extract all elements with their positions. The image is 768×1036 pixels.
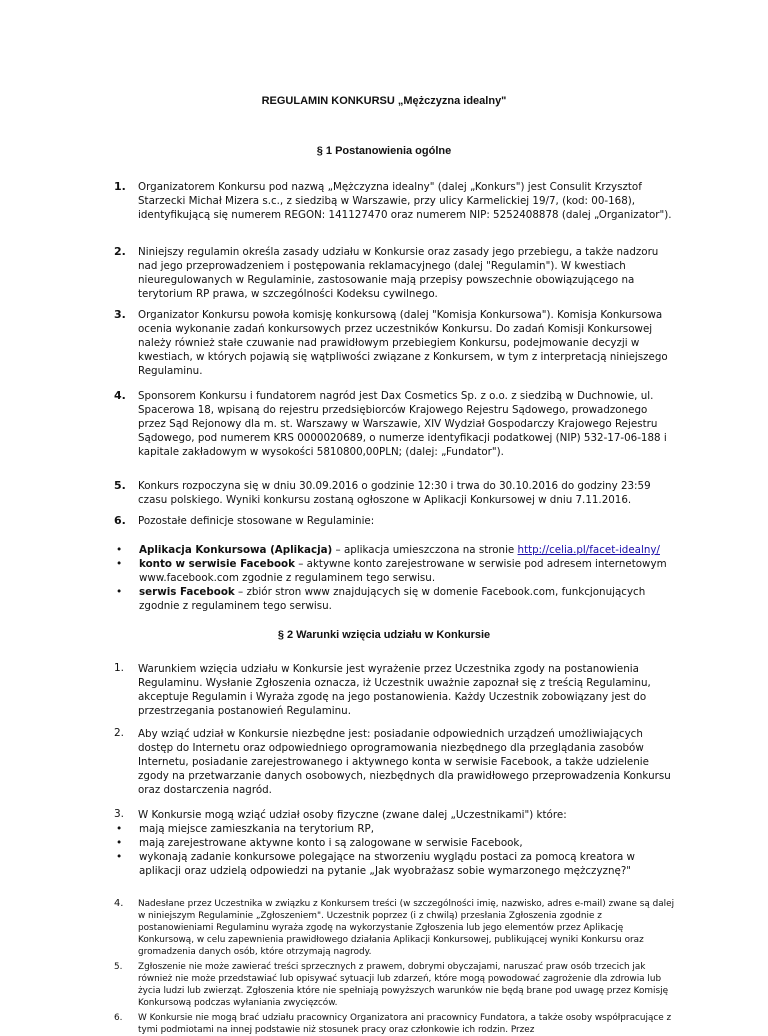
s2-item-1-number: 1.: [114, 662, 125, 674]
s1-item-1-text: Organizatorem Konkursu pod nazwą „Mężczyzna idealny" (dalej „Konkurs") jest Consulit Krzysztof Starzecki Michał Mizera s.c., z siedzibą w Warszawie, przy ulicy Karmelickiej 19/7, (kod: 00-168), identyfikującą się numerem REGON: 141127470 oraz numerem NIP: 5252408878 (dalej „Organizator").: [138, 181, 672, 221]
s1-item-6-text: Pozostałe definicje stosowane w Regulaminie:: [138, 515, 375, 527]
document-title: REGULAMIN KONKURSU „Mężczyzna idealny": [261, 95, 507, 107]
s1-item-5-number: 5.: [114, 479, 126, 492]
s2-item-4-text: Nadesłane przez Uczestnika w związku z Konkursem treści (w szczególności imię, nazwisko, adres e-mail) zwane są dalej w niniejszym Regulaminie „Zgłoszeniem". Uczestnik poprzez (i z chwilą) przesłania Zgłoszenia zgodnie z postanowieniami Regulaminu wyraża zgodę na wykorzystanie Zgłoszenia lub jego elementów przez Aplikację Konkursową, w celu zapewnienia prawidłowego działania Aplikacji Konkursowej, publikującej wyniki Konkursu oraz gromadzenia danych osób, które otrzymają nagrody.: [138, 899, 675, 957]
s2-item-1-text: Warunkiem wzięcia udziału w Konkursie jest wyrażenie przez Uczestnika zgody na postanowienia Regulaminu. Wysłanie Zgłoszenia oznacza, iż Uczestnik uważnie zapoznał się z treścią Regulaminu, akceptuje Regulamin i Wyraża zgodę na jego postanowienia. Każdy Uczestnik zobowiązany jest do przestrzegania postanowień Regulaminu.: [138, 663, 651, 717]
definition-text: – aktywne konto zarejestrowane w serwisie pod adresem internetowym www.facebook.com zgodnie z regulaminem tego serwisu.: [139, 558, 667, 584]
s1-item-2-text: Niniejszy regulamin określa zasady udziału w Konkursie oraz zasady jego przebiegu, a także nadzoru nad jego przeprowadzeniem i postępowania reklamacyjnego (dalej "Regulamin"). W kwestiach nieuregulowanych w Regulaminie, zastosowanie mają przepisy powszechnie obowiązującego na terytorium RP prawa, w szczególności Kodeksu cywilnego.: [138, 246, 659, 300]
s2-item-6-number: 6.: [114, 1013, 123, 1023]
condition-task: wykonają zadanie konkursowe polegające na stworzeniu wyglądu postaci za pomocą kreatora w aplikacji oraz udzielą odpowiedzi na pytanie „Jak wyobrażasz sobie wymarzonego mężczyznę?": [139, 851, 635, 877]
bullet-icon: •: [116, 851, 123, 863]
s1-item-4-number: 4.: [114, 389, 126, 402]
definition-facebook-account: [139, 557, 679, 585]
bullet-icon: •: [116, 837, 123, 849]
definition-term: konto w serwisie Facebook: [139, 558, 295, 570]
bullet-icon: •: [116, 558, 123, 570]
definition-text: – zbiór stron www znajdujących się w domenie Facebook.com, funkcjonujących zgodnie z regulaminem tego serwisu.: [139, 586, 646, 612]
bullet-icon: •: [116, 586, 123, 598]
definition-term: serwis Facebook: [139, 586, 235, 598]
s1-item-5-text: Konkurs rozpoczyna się w dniu 30.09.2016 o godzinie 12:30 i trwa do 30.10.2016 do godziny 23:59 czasu polskiego. Wyniki konkursu zostaną ogłoszone w Aplikacji Konkursowej w dniu 7.11.2016.: [138, 480, 651, 506]
s2-item-2-text: Aby wziąć udział w Konkursie niezbędne jest: posiadanie odpowiednich urządzeń umożliwiających dostęp do Internetu oraz odpowiedniego oprogramowania niezbędnego dla przeglądania zasobów Internetu, posiadanie zarejestrowanego i aktywnego konta w serwisie Facebook, a także udzielenie zgody na przetwarzanie danych osobowych, niezbędnych dla prawidłowego przeprowadzenia Konkursu oraz dostarczenia nagród.: [138, 728, 671, 796]
s2-item-6-text: W Konkursie nie mogą brać udziału pracownicy Organizatora ani pracownicy Fundatora, a także osoby współpracujące z tymi podmiotami na innej podstawie niż stosunek pracy oraz członkowie ich rodzin. Przez: [138, 1013, 672, 1035]
s1-item-2-number: 2.: [114, 245, 126, 258]
bullet-icon: •: [116, 544, 123, 556]
s2-item-4-number: 4.: [114, 898, 124, 909]
s1-item-3-text: Organizator Konkursu powoła komisję konkursową (dalej "Komisja Konkursowa"). Komisja Konkursowa ocenia wykonanie zadań konkursowych przez uczestników Konkursu. Do zadań Komisji Konkursowej należy również stałe czuwanie nad prawidłowym przebiegiem Konkursu, podejmowanie decyzji w kwestiach, w których pojawią się wątpliwości związane z Konkursem, w tym z interpretacją niniejszego Regulaminu.: [138, 309, 668, 377]
definition-text: – aplikacja umieszczona na stronie: [332, 544, 518, 556]
bullet-icon: •: [116, 823, 123, 835]
section-1-heading: § 1 Postanowienia ogólne: [316, 145, 452, 157]
s2-item-3-number: 3.: [114, 808, 125, 820]
s2-item-3-text: W Konkursie mogą wziąć udział osoby fizyczne (zwane dalej „Uczestnikami") które:: [138, 809, 567, 821]
condition-residence: mają miejsce zamieszkania na terytorium RP,: [139, 823, 374, 835]
s2-item-2-number: 2.: [114, 727, 125, 739]
s2-item-5-number: 5.: [114, 962, 123, 972]
definition-facebook-service: [139, 585, 679, 613]
s1-item-4-text: Sponsorem Konkursu i fundatorem nagród jest Dax Cosmetics Sp. z o.o. z siedzibą w Duchnowie, ul. Spacerowa 18, wpisaną do rejestru przedsiębiorców Krajowego Rejestru Sądowego, prowadzonego przez Sąd Rejonowy dla m. st. Warszawy w Warszawie, XIV Wydział Gospodarczy Krajowego Rejestru Sądowego, pod numerem KRS 0000020689, o numerze identyfikacji podatkowej (NIP) 532-17-06-188 i kapitale zakładowym w wysokości 5810800,00PLN; (dalej: „Fundator").: [138, 390, 667, 458]
application-link[interactable]: http://celia.pl/facet-idealny/: [517, 544, 660, 556]
section-2-heading: § 2 Warunki wzięcia udziału w Konkursie: [277, 629, 491, 641]
s1-item-3-number: 3.: [114, 308, 126, 321]
condition-facebook-account: mają zarejestrowane aktywne konto i są zalogowane w serwisie Facebook,: [139, 837, 523, 849]
s2-item-5-text: Zgłoszenie nie może zawierać treści sprzecznych z prawem, dobrymi obyczajami, naruszać praw osób trzecich jak również nie może przedstawiać lub opisywać sytuacji lub zdarzeń, które mogą powodować zagrożenie dla zdrowia lub życia ludzi lub zwierząt. Zgłoszenia które nie spełniają powyższych warunków nie będą brane pod uwagę przez Komisję Konkursową podczas wyłaniania zwycięzców.: [138, 962, 669, 1008]
s1-item-1-number: 1.: [114, 180, 126, 193]
definition-application: [139, 543, 679, 557]
s1-item-6-number: 6.: [114, 514, 126, 527]
definition-term: Aplikacja Konkursowa (Aplikacja): [139, 544, 333, 556]
